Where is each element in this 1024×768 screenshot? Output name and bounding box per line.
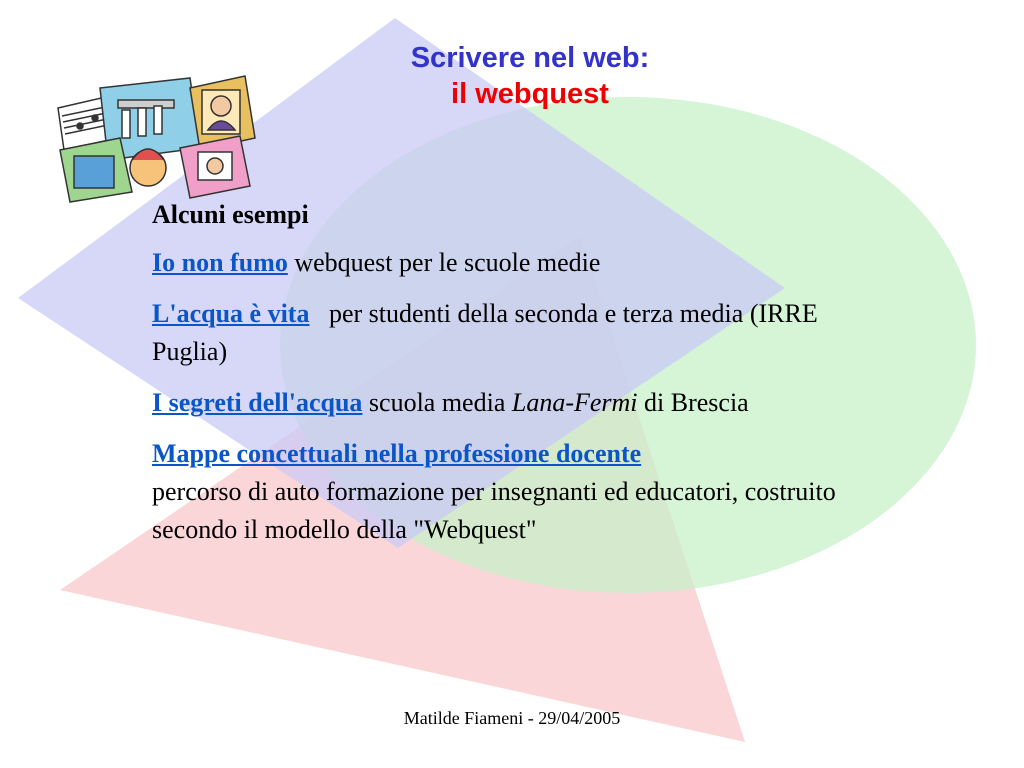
example-description: percorso di auto formazione per insegnanti ed educatori, costruito secondo il modello della "Webquest" xyxy=(152,477,836,544)
slide-title xyxy=(300,40,760,112)
example-item xyxy=(152,384,872,422)
link-mappe-concettuali[interactable]: Mappe concettuali nella professione docente xyxy=(152,439,642,468)
clipart-arts-icon xyxy=(40,68,260,208)
example-item xyxy=(152,435,872,549)
section-heading: Alcuni esempi xyxy=(152,200,309,229)
title-line-2: il webquest xyxy=(451,78,609,110)
link-acqua-e-vita[interactable]: L'acqua è vita xyxy=(152,299,310,328)
link-segreti-acqua[interactable]: I segreti dell'acqua xyxy=(152,388,363,417)
example-description: scuola media xyxy=(362,388,512,417)
example-description: per studenti della seconda e terza media (IRRE Puglia) xyxy=(152,299,825,366)
example-item xyxy=(152,295,872,371)
example-description: webquest per le scuole medie xyxy=(287,248,601,277)
school-name: Lana-Fermi xyxy=(511,388,638,417)
example-item xyxy=(152,244,872,282)
link-io-non-fumo[interactable]: Io non fumo xyxy=(152,248,288,277)
title-line-1: Scrivere nel web: xyxy=(410,42,650,74)
content-body xyxy=(152,196,872,562)
footer-credit: Matilde Fiameni - 29/04/2005 xyxy=(403,708,621,728)
example-description: di Brescia xyxy=(637,388,749,417)
